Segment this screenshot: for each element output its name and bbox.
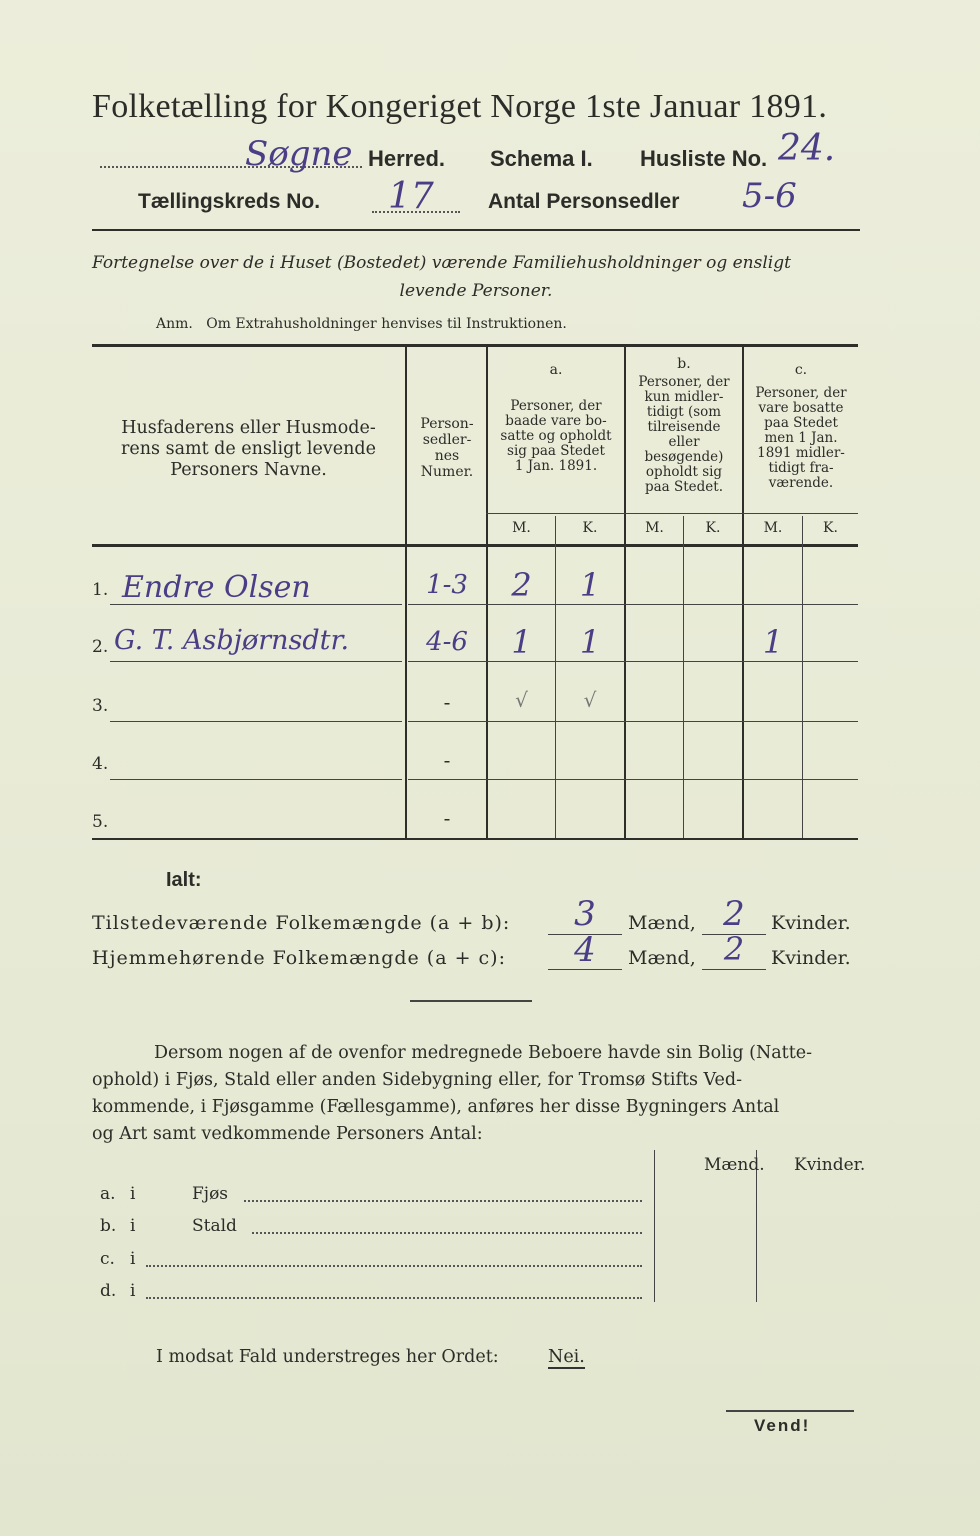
building-item-b-label: Stald — [192, 1216, 237, 1236]
header-c: Personer, der vare bosatte paa Stedet men 1 Jan. 1891 midler- tidigt fra- værende. — [755, 385, 847, 491]
row-2-a-k: 1 — [579, 623, 601, 661]
totals-line-2-label: Hjemmehørende Folkemængde (a + c): — [92, 947, 506, 969]
a-m-label: M. — [512, 520, 531, 536]
table-bottom-rule — [92, 838, 858, 840]
b-m-label: M. — [645, 520, 664, 536]
mk-subheader-rule — [486, 513, 858, 514]
building-item-a-letter: a. — [100, 1184, 116, 1204]
totals-line-2-women: 2 — [723, 930, 745, 968]
totals-line-1-maend: Mænd, — [628, 912, 696, 934]
row-3-a-k-check: √ — [583, 688, 597, 712]
header-rule — [92, 229, 860, 231]
row-number: 5. — [92, 812, 109, 832]
building-item-b-prefix: i — [130, 1216, 136, 1236]
row-1-name: Endre Olsen — [122, 570, 311, 605]
header-b-letter: b. — [677, 356, 691, 372]
totals-line-2-maend: Mænd, — [628, 947, 696, 969]
building-item-a-dotline — [244, 1200, 642, 1202]
header-c-letter: c. — [794, 362, 808, 378]
totals-line-2-k-rule — [702, 969, 766, 970]
row-4-rule — [408, 779, 858, 780]
row-1-a-k: 1 — [579, 566, 601, 604]
buildings-kvinder-header: Kvinder. — [794, 1155, 866, 1175]
building-item-d-letter: d. — [100, 1281, 117, 1301]
totals-line-1-men: 3 — [574, 894, 596, 934]
section-divider — [410, 1000, 532, 1002]
c-m-label: M. — [763, 520, 783, 536]
taellingskreds-label: Tællingskreds No. — [138, 190, 321, 213]
row-1-numer: 1-3 — [426, 570, 468, 600]
header-a-letter: a. — [549, 362, 563, 378]
row-4-name-rule — [110, 779, 402, 780]
building-item-c-dotline — [146, 1265, 642, 1267]
buildings-paragraph: Dersom nogen af de ovenfor medregnede Beboere havde sin Bolig (Natte- ophold) i Fjøs, Stald eller anden Sidebygning eller, for Tromsø Stifts Ved- kommende, i Fjøsgamme (Fællesgamme), anføres her disse Bygningers Antal og Art samt vedkommende Personers Antal: — [92, 1043, 813, 1144]
row-2-rule — [408, 661, 858, 662]
building-item-b-letter: b. — [100, 1216, 117, 1236]
row-2-numer: 4-6 — [426, 627, 468, 657]
row-1-rule — [408, 604, 858, 605]
herred-label: Herred. — [368, 146, 446, 171]
modsat-text: I modsat Fald understreges her Ordet: — [156, 1347, 499, 1367]
nei-word: Nei. — [548, 1347, 585, 1367]
header-names: Husfaderens eller Husmode- rens samt de ensligt levende Personers Navne. — [121, 418, 376, 480]
a-mk-separator — [555, 516, 556, 838]
row-number: 1. — [92, 580, 109, 600]
building-item-a-prefix: i — [130, 1184, 136, 1204]
row-3-a-m-check: √ — [515, 688, 528, 712]
ialt-label: Ialt: — [166, 869, 202, 891]
intro-line-1: Fortegnelse over de i Huset (Bostedet) værende Familiehusholdninger og ensligt — [92, 253, 791, 273]
totals-line-2-men: 4 — [574, 930, 596, 970]
buildings-maend-header: Mænd. — [704, 1155, 765, 1175]
table-vline-name — [405, 346, 407, 838]
row-4-numer: - — [443, 748, 451, 772]
vend-rule — [726, 1410, 854, 1412]
header-b: Personer, der kun midler- tidigt (som tilreisende eller besøgende) opholdt sig paa Stedet. — [638, 374, 730, 495]
building-item-d-prefix: i — [130, 1281, 136, 1301]
row-3-name-rule — [110, 721, 402, 722]
husliste-label: Husliste No. — [640, 146, 768, 171]
husliste-number: 24. — [778, 128, 836, 169]
building-item-c-letter: c. — [100, 1249, 115, 1269]
c-k-label: K. — [823, 520, 838, 536]
totals-line-1-women: 2 — [723, 894, 745, 934]
row-5-numer: - — [443, 806, 451, 830]
row-3-numer: - — [443, 690, 451, 714]
municipality-handwritten: Søgne — [245, 134, 353, 174]
taellingskreds-number: 17 — [388, 176, 434, 217]
row-1-a-m: 2 — [511, 566, 532, 604]
c-mk-separator — [802, 516, 803, 838]
intro-line-2: levende Personer. — [399, 281, 553, 301]
row-2-a-m: 1 — [511, 623, 532, 661]
antal-personsedler-value: 5-6 — [742, 176, 797, 216]
b-mk-separator — [683, 516, 684, 838]
building-item-a-label: Fjøs — [192, 1184, 229, 1204]
header-a: Personer, der baade vare bo- satte og opholdt sig paa Stedet 1 Jan. 1891. — [500, 398, 612, 474]
totals-line-1-label: Tilstedeværende Folkemængde (a + b): — [92, 912, 511, 934]
row-2-name: G. T. Asbjørnsdtr. — [114, 625, 350, 656]
row-2-c-m: 1 — [762, 623, 784, 661]
anm-note: Anm. Om Extrahusholdninger henvises til Instruktionen. — [156, 316, 567, 332]
row-3-rule — [408, 721, 858, 722]
a-k-label: K. — [582, 520, 598, 536]
row-number: 4. — [92, 754, 109, 774]
form-title: Folketælling for Kongeriget Norge 1ste Januar 1891. — [92, 88, 828, 125]
totals-line-2-kvinder: Kvinder. — [771, 947, 851, 969]
buildings-vline-1 — [654, 1150, 655, 1302]
building-item-c-prefix: i — [130, 1249, 136, 1269]
vend-label: Vend! — [754, 1416, 811, 1435]
building-item-d-dotline — [146, 1297, 642, 1299]
building-item-b-dotline — [252, 1232, 642, 1234]
row-2-name-rule — [110, 661, 402, 662]
antal-personsedler-label: Antal Personsedler — [488, 190, 680, 213]
header-numer: Person- sedler- nes Numer. — [420, 416, 474, 480]
schema-label: Schema I. — [490, 146, 593, 171]
row-number: 3. — [92, 696, 109, 716]
row-number: 2. — [92, 637, 109, 657]
b-k-label: K. — [705, 520, 721, 536]
totals-line-1-kvinder: Kvinder. — [771, 912, 851, 934]
